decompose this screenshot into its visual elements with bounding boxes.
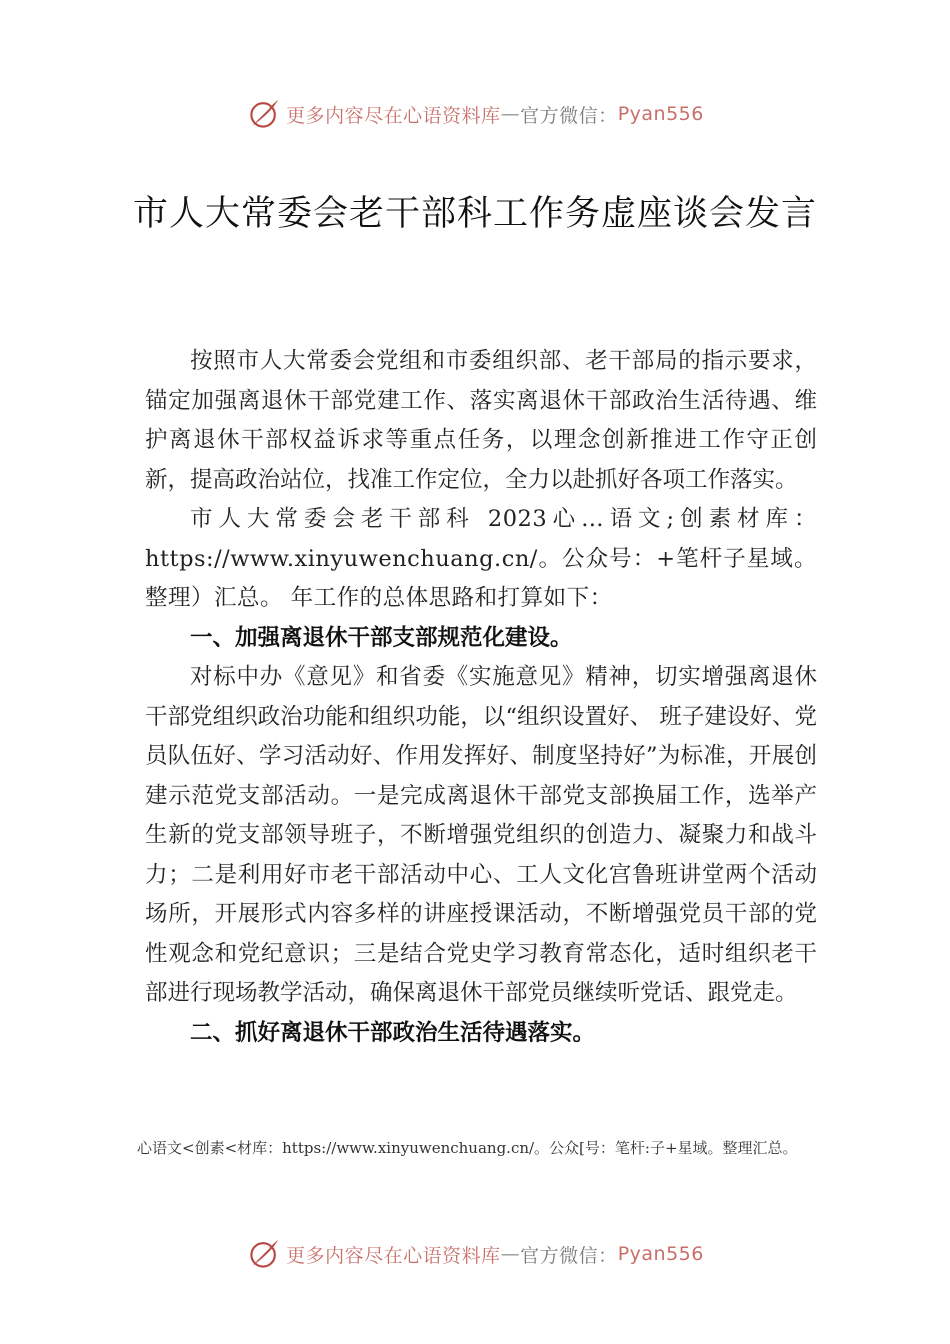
document-title: 市人大常委会老干部科工作务虚座谈会发言 [132, 194, 817, 234]
banner-wechat-label: 官方微信： [520, 1244, 618, 1267]
banner-text: 更多内容尽在心语资料库 [286, 104, 501, 127]
banner-dash: — [500, 103, 521, 125]
paragraph-plan: 市人大常委会老干部科 2023心…语文;创素材库：https://www.xinyuwenchuang.cn/。公众号：+笔杆子星域。整理）汇总。 年工作的总体思路和打算如下： [145, 506, 817, 611]
quill-circle-logo-icon [246, 96, 282, 132]
document-body [145, 342, 817, 1053]
section-heading-2: 二、抓好离退休干部政治生活待遇落实。 [190, 1019, 596, 1046]
banner-wechat-id: Pyan556 [617, 1243, 704, 1265]
section-heading-1: 一、加强离退休干部支部规范化建设。 [190, 624, 573, 651]
paragraph-intro: 按照市人大常委会党组和市委组织部、老干部局的指示要求，锚定加强离退休干部党建工作、落实离退休干部政治生活待遇、维护离退休干部权益诉求等重点任务，以理念创新推进工作守正创新，提高政治站位，找准工作定位，全力以赴抓好各项工作落实。 [145, 348, 817, 493]
banner-dash: — [500, 1243, 521, 1265]
banner-wechat-id: Pyan556 [617, 103, 704, 125]
banner-wechat-label: 官方微信： [520, 104, 618, 127]
footer-banner [0, 1236, 950, 1272]
paragraph-section-1: 对标中办《意见》和省委《实施意见》精神，切实增强离退休干部党组织政治功能和组织功能，以“组织设置好、 班子建设好、党员队伍好、学习活动好、作用发挥好、制度坚持好”为标准，开展创建示范党支部活动。一是完成离退休干部党支部换届工作，选举产生新的党支部领导班子，不断增强党组织的创造力、凝聚力和战斗力；二是利用好市老干部活动中心、工人文化宫鲁班讲堂两个活动场所，开展形式内容多样的讲座授课活动，不断增强党员干部的党性观念和党纪意识；三是结合党史学习教育常态化，适时组织老干部进行现场教学活动，确保离退休干部党员继续听党话、跟党走。 [145, 664, 817, 1006]
header-banner [0, 96, 950, 132]
banner-text: 更多内容尽在心语资料库 [286, 1244, 501, 1267]
quill-circle-logo-icon [246, 1236, 282, 1272]
source-footnote: 心语文<创素<材库：https://www.xinyuwenchuang.cn/。公众[号：笔杆:子+星域。整理汇总。 [137, 1139, 798, 1157]
